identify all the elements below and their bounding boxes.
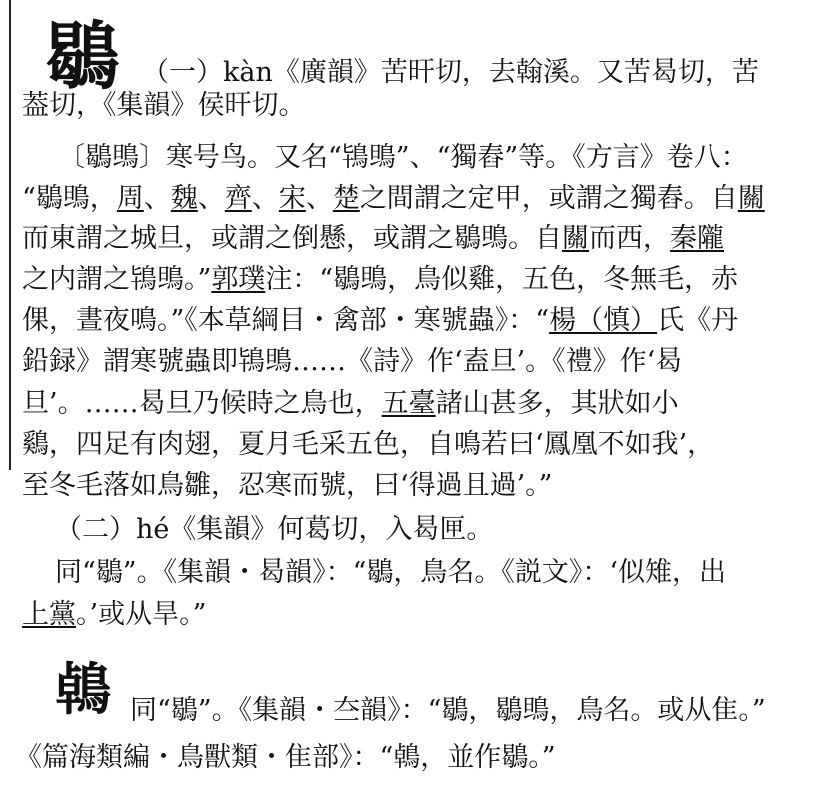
- text-span: 旦’。……曷旦乃候時之鳥也，: [22, 388, 382, 419]
- headword-2: 鵫: [55, 657, 111, 723]
- proper-noun: 上黨: [22, 599, 76, 630]
- entry1-reading-1: （一）kàn《廣韻》苦旰切，去翰溪。又苦曷切，苦: [142, 57, 759, 88]
- entry1-line-4: [22, 184, 765, 214]
- entry1-line-2: 葢切，《集韻》侯旰切。: [22, 90, 306, 121]
- text-span: 、: [143, 183, 171, 214]
- text-span: 、: [197, 183, 225, 214]
- entry1-line-6: [22, 265, 738, 295]
- entry1-line-10: 鷄，四足有肉翅，夏月毛采五色，自鳴若曰‘鳳凰不如我’，: [22, 429, 715, 460]
- proper-noun: 五臺: [381, 388, 436, 419]
- proper-noun: 關: [562, 223, 589, 254]
- entry2-line-1: 同“鶡”。《集韻・夳韻》：“鶡，鶡鴠，鳥名。或从隹。”: [130, 695, 766, 726]
- proper-noun: 楚: [332, 183, 360, 214]
- proper-noun: 秦隴: [670, 223, 724, 254]
- text-span: 之間謂之定甲，或謂之獨舂。自: [359, 183, 738, 214]
- text-span: 而東謂之城旦，或謂之倒懸，或謂之鶡鴠。自: [22, 223, 562, 254]
- text-span: “鶡鴠，: [22, 183, 117, 214]
- entry1-line-7: [22, 306, 738, 336]
- entry1-line-3: 〔鶡鴠〕寒号鸟。又名“鴇鴠”、“獨舂”等。《方言》卷八：: [58, 142, 748, 173]
- proper-noun: 魏: [170, 183, 198, 214]
- text-span: 、: [251, 183, 279, 214]
- proper-noun: 周: [116, 183, 144, 214]
- entry1-line-13: 同“鶡”。《集韻・曷韻》：“鶡，鳥名。《説文》：‘似雉，出: [55, 557, 726, 588]
- headword-1: 鶡: [45, 14, 119, 100]
- entry1-line-8: 鉛録》謂寒號蟲即鴇鴠……《詩》作‘盍旦’。《禮》作‘曷: [22, 346, 683, 377]
- proper-noun: 楊（慎）: [549, 305, 658, 336]
- text-span: 之内謂之鴇鴠。”: [22, 264, 212, 295]
- text-span: 。’或从旱。”: [76, 599, 207, 630]
- text-span: 倮，晝夜鳴。”《本草綱目・禽部・寒號蟲》：“: [22, 305, 550, 336]
- margin-rule: [9, 0, 11, 470]
- proper-noun: 宋: [278, 183, 306, 214]
- proper-noun: 郭璞: [211, 264, 266, 295]
- proper-noun: 關: [737, 183, 765, 214]
- entry1-line-5: [22, 224, 724, 254]
- text-span: 諸山甚多，其狀如小: [435, 388, 679, 419]
- text-span: 而西，: [589, 223, 670, 254]
- entry1-line-14: [22, 600, 206, 630]
- text-span: 、: [305, 183, 333, 214]
- text-span: 注：“鶡鴠，鳥似雞，五色，冬無毛，赤: [265, 264, 739, 295]
- entry1-line-9: [22, 389, 679, 419]
- entry1-reading-2: （二）hé《集韻》何葛切，入曷匣。: [55, 514, 494, 545]
- text-span: 氏《丹: [657, 305, 739, 336]
- entry1-line-11: 至冬毛落如鳥雛，忍寒而號，曰‘得過且過’。”: [22, 470, 553, 501]
- proper-noun: 齊: [224, 183, 252, 214]
- entry2-line-2: 《篇海類編・鳥獸類・隹部》：“鵫，並作鶡。”: [15, 742, 556, 773]
